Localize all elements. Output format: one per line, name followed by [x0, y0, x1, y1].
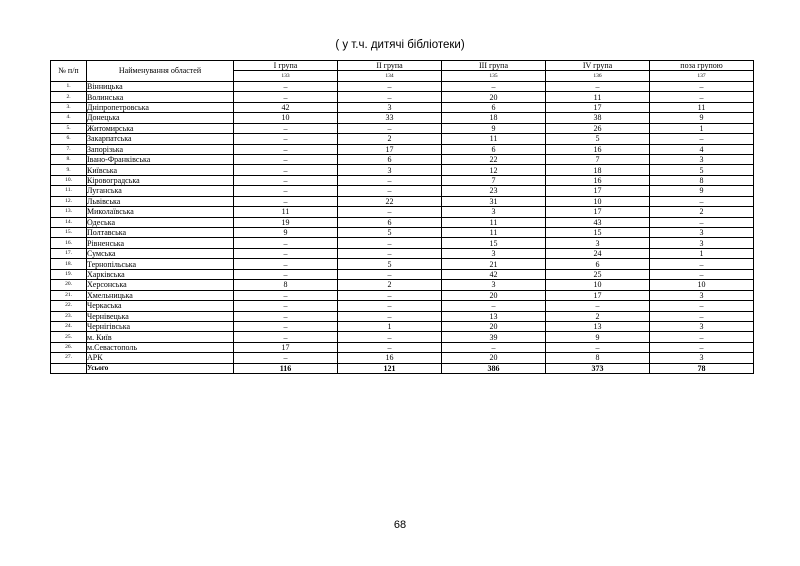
table-row — [51, 102, 754, 112]
group-value: – — [650, 269, 754, 279]
group-value: 3 — [442, 280, 546, 290]
group-value: – — [234, 290, 338, 300]
group-value: – — [234, 238, 338, 248]
group-value: 3 — [650, 238, 754, 248]
region-name: Київська — [87, 165, 234, 175]
row-number: 2. — [51, 92, 87, 102]
column-code: 134 — [338, 71, 442, 81]
region-name: Львівська — [87, 196, 234, 206]
row-number: 5. — [51, 123, 87, 133]
group-value: 9 — [650, 186, 754, 196]
group-value: 2 — [650, 207, 754, 217]
group-value: 9 — [234, 228, 338, 238]
group-value: – — [546, 81, 650, 91]
group-value: 3 — [546, 238, 650, 248]
column-header-number: № п/п — [51, 61, 87, 82]
table-row — [51, 269, 754, 279]
group-value: 31 — [442, 196, 546, 206]
group-value: 2 — [546, 311, 650, 321]
group-value: – — [650, 196, 754, 206]
page-number: 68 — [393, 519, 407, 531]
row-number: 16. — [51, 238, 87, 248]
group-value: 3 — [442, 207, 546, 217]
group-value: – — [234, 186, 338, 196]
group-value: – — [338, 81, 442, 91]
group-value: 17 — [546, 102, 650, 112]
region-name: АРК — [87, 353, 234, 363]
group-value: 12 — [442, 165, 546, 175]
group-value: – — [234, 269, 338, 279]
group-value: 17 — [546, 186, 650, 196]
group-value: – — [234, 311, 338, 321]
table-row — [51, 259, 754, 269]
table-row — [51, 113, 754, 123]
region-name: м. Київ — [87, 332, 234, 342]
group-value: 6 — [338, 154, 442, 164]
table-row — [51, 321, 754, 331]
group-value: – — [650, 259, 754, 269]
row-number: 15. — [51, 228, 87, 238]
total-value: 386 — [442, 363, 546, 373]
group-value: 20 — [442, 92, 546, 102]
row-number: 6. — [51, 134, 87, 144]
group-value: 25 — [546, 269, 650, 279]
group-value: 9 — [650, 113, 754, 123]
group-value: 11 — [234, 207, 338, 217]
group-value: – — [234, 81, 338, 91]
region-name: Чернігівська — [87, 321, 234, 331]
region-name: Одеська — [87, 217, 234, 227]
group-value: – — [338, 301, 442, 311]
group-value: 6 — [442, 102, 546, 112]
group-value: 10 — [650, 280, 754, 290]
group-value: 17 — [234, 342, 338, 352]
group-value: – — [234, 154, 338, 164]
column-code: 133 — [234, 71, 338, 81]
group-value: 3 — [650, 321, 754, 331]
group-value: 15 — [546, 228, 650, 238]
group-value: 1 — [338, 321, 442, 331]
region-name: Тернопільська — [87, 259, 234, 269]
group-value: 22 — [338, 196, 442, 206]
group-value: 19 — [234, 217, 338, 227]
row-number: 4. — [51, 113, 87, 123]
group-value: – — [234, 175, 338, 185]
row-number: 10. — [51, 175, 87, 185]
page-title: ( у т.ч. дитячі бібліотеки) — [335, 39, 465, 51]
total-value: 78 — [650, 363, 754, 373]
table-row — [51, 280, 754, 290]
group-value: 17 — [546, 290, 650, 300]
region-name: Хмельницька — [87, 290, 234, 300]
group-value: – — [338, 238, 442, 248]
group-value: 16 — [338, 353, 442, 363]
group-value: 22 — [442, 154, 546, 164]
column-header-group-1: I група — [234, 61, 338, 71]
table-row — [51, 154, 754, 164]
group-value: 10 — [234, 113, 338, 123]
group-value: 23 — [442, 186, 546, 196]
group-value: 6 — [442, 144, 546, 154]
table-row — [51, 217, 754, 227]
group-value: 5 — [338, 228, 442, 238]
row-number: 11. — [51, 186, 87, 196]
group-value: 6 — [338, 217, 442, 227]
table-row — [51, 92, 754, 102]
group-value: 2 — [338, 280, 442, 290]
group-value: – — [650, 311, 754, 321]
region-name: Вінницька — [87, 81, 234, 91]
table-row — [51, 165, 754, 175]
column-header-group-4: IV група — [546, 61, 650, 71]
table-row — [51, 301, 754, 311]
group-value: – — [338, 92, 442, 102]
column-code: 136 — [546, 71, 650, 81]
region-name: Харківська — [87, 269, 234, 279]
region-name: Житомирська — [87, 123, 234, 133]
group-value: – — [338, 186, 442, 196]
group-value: 13 — [442, 311, 546, 321]
group-value: – — [234, 353, 338, 363]
group-value: – — [650, 217, 754, 227]
table-row — [51, 290, 754, 300]
group-value: – — [338, 248, 442, 258]
row-number: 25. — [51, 332, 87, 342]
region-name: Івано-Франківська — [87, 154, 234, 164]
region-name: Миколаївська — [87, 207, 234, 217]
row-number: 1. — [51, 81, 87, 91]
row-number: 20. — [51, 280, 87, 290]
group-value: 3 — [650, 154, 754, 164]
column-header-group-3: III група — [442, 61, 546, 71]
group-value: 26 — [546, 123, 650, 133]
group-value: – — [338, 123, 442, 133]
header-row — [51, 61, 754, 71]
group-value: 5 — [546, 134, 650, 144]
group-value: 3 — [650, 290, 754, 300]
group-value: 16 — [546, 144, 650, 154]
group-value: – — [442, 81, 546, 91]
group-value: 20 — [442, 321, 546, 331]
table-row — [51, 248, 754, 258]
region-name: Закарпатська — [87, 134, 234, 144]
group-value: – — [234, 123, 338, 133]
group-value: 3 — [442, 248, 546, 258]
row-number: 23. — [51, 311, 87, 321]
region-name: Сумська — [87, 248, 234, 258]
region-name: Запорізька — [87, 144, 234, 154]
group-value: 6 — [546, 259, 650, 269]
total-label: Усього — [87, 363, 234, 373]
group-value: – — [338, 207, 442, 217]
row-number: 26. — [51, 342, 87, 352]
group-value: – — [650, 342, 754, 352]
group-value: 7 — [546, 154, 650, 164]
table-row — [51, 144, 754, 154]
row-number: 12. — [51, 196, 87, 206]
region-name: Чернівецька — [87, 311, 234, 321]
group-value: – — [442, 301, 546, 311]
group-value: 18 — [442, 113, 546, 123]
column-header-region: Найменування областей — [87, 61, 234, 82]
region-name: Полтавська — [87, 228, 234, 238]
group-value: 16 — [546, 175, 650, 185]
group-value: 42 — [234, 102, 338, 112]
group-value: 18 — [546, 165, 650, 175]
group-value: 3 — [650, 353, 754, 363]
group-value: – — [338, 332, 442, 342]
group-value: 3 — [650, 228, 754, 238]
region-name: Луганська — [87, 186, 234, 196]
group-value: – — [650, 81, 754, 91]
region-name: Черкаська — [87, 301, 234, 311]
table-row — [51, 134, 754, 144]
group-value: 7 — [442, 175, 546, 185]
group-value: – — [338, 290, 442, 300]
group-value: – — [234, 332, 338, 342]
group-value: – — [234, 248, 338, 258]
column-header-group-2: II група — [338, 61, 442, 71]
row-number: 24. — [51, 321, 87, 331]
table-row — [51, 311, 754, 321]
group-value: – — [546, 301, 650, 311]
group-value: 10 — [546, 280, 650, 290]
row-number: 9. — [51, 165, 87, 175]
column-header-outside-group: поза групою — [650, 61, 754, 71]
group-value: 39 — [442, 332, 546, 342]
group-value: 9 — [442, 123, 546, 133]
group-value: 33 — [338, 113, 442, 123]
table-row — [51, 196, 754, 206]
group-value: 10 — [546, 196, 650, 206]
group-value: – — [650, 301, 754, 311]
group-value: – — [442, 342, 546, 352]
row-number: 7. — [51, 144, 87, 154]
group-value: 17 — [546, 207, 650, 217]
group-value: 11 — [442, 134, 546, 144]
group-value: – — [338, 342, 442, 352]
column-code: 137 — [650, 71, 754, 81]
group-value: – — [338, 175, 442, 185]
table-row — [51, 175, 754, 185]
group-value: – — [234, 259, 338, 269]
table-row — [51, 81, 754, 91]
group-value: 17 — [338, 144, 442, 154]
group-value: 8 — [234, 280, 338, 290]
group-value: – — [338, 269, 442, 279]
group-value: 43 — [546, 217, 650, 227]
group-value: 3 — [338, 102, 442, 112]
group-value: 21 — [442, 259, 546, 269]
group-value: – — [338, 311, 442, 321]
region-name: Рівненська — [87, 238, 234, 248]
libraries-by-region-table — [50, 60, 754, 374]
group-value: – — [650, 332, 754, 342]
group-value: – — [234, 165, 338, 175]
group-value: 11 — [650, 102, 754, 112]
table-row — [51, 123, 754, 133]
table-row — [51, 238, 754, 248]
row-number: 19. — [51, 269, 87, 279]
group-value: 11 — [442, 217, 546, 227]
group-value: 15 — [442, 238, 546, 248]
table-row — [51, 342, 754, 352]
group-value: – — [234, 196, 338, 206]
group-value: – — [234, 301, 338, 311]
group-value: 9 — [546, 332, 650, 342]
group-value: 4 — [650, 144, 754, 154]
group-value: 20 — [442, 353, 546, 363]
column-code: 135 — [442, 71, 546, 81]
total-row — [51, 363, 754, 373]
region-name: Кіровоградська — [87, 175, 234, 185]
row-number: 14. — [51, 217, 87, 227]
group-value: 13 — [546, 321, 650, 331]
total-number-cell — [51, 363, 87, 373]
row-number: 3. — [51, 102, 87, 112]
group-value: 2 — [338, 134, 442, 144]
group-value: 8 — [546, 353, 650, 363]
total-value: 116 — [234, 363, 338, 373]
group-value: 8 — [650, 175, 754, 185]
group-value: 1 — [650, 248, 754, 258]
table-row — [51, 353, 754, 363]
total-value: 121 — [338, 363, 442, 373]
table-body — [51, 81, 754, 363]
group-value: 42 — [442, 269, 546, 279]
group-value: – — [234, 134, 338, 144]
group-value: 20 — [442, 290, 546, 300]
region-name: Волинська — [87, 92, 234, 102]
region-name: м.Севастополь — [87, 342, 234, 352]
row-number: 27. — [51, 353, 87, 363]
region-name: Донецька — [87, 113, 234, 123]
row-number: 18. — [51, 259, 87, 269]
group-value: 38 — [546, 113, 650, 123]
region-name: Дніпропетровська — [87, 102, 234, 112]
table-row — [51, 228, 754, 238]
row-number: 8. — [51, 154, 87, 164]
region-name: Херсонська — [87, 280, 234, 290]
group-value: 3 — [338, 165, 442, 175]
group-value: – — [650, 134, 754, 144]
row-number: 22. — [51, 301, 87, 311]
table-row — [51, 332, 754, 342]
group-value: – — [234, 92, 338, 102]
group-value: 5 — [338, 259, 442, 269]
group-value: – — [650, 92, 754, 102]
group-value: – — [234, 321, 338, 331]
group-value: – — [234, 144, 338, 154]
group-value: 24 — [546, 248, 650, 258]
group-value: 5 — [650, 165, 754, 175]
table-row — [51, 186, 754, 196]
group-value: 1 — [650, 123, 754, 133]
table-row — [51, 207, 754, 217]
row-number: 13. — [51, 207, 87, 217]
row-number: 21. — [51, 290, 87, 300]
row-number: 17. — [51, 248, 87, 258]
group-value: 11 — [546, 92, 650, 102]
group-value: 11 — [442, 228, 546, 238]
total-value: 373 — [546, 363, 650, 373]
group-value: – — [546, 342, 650, 352]
